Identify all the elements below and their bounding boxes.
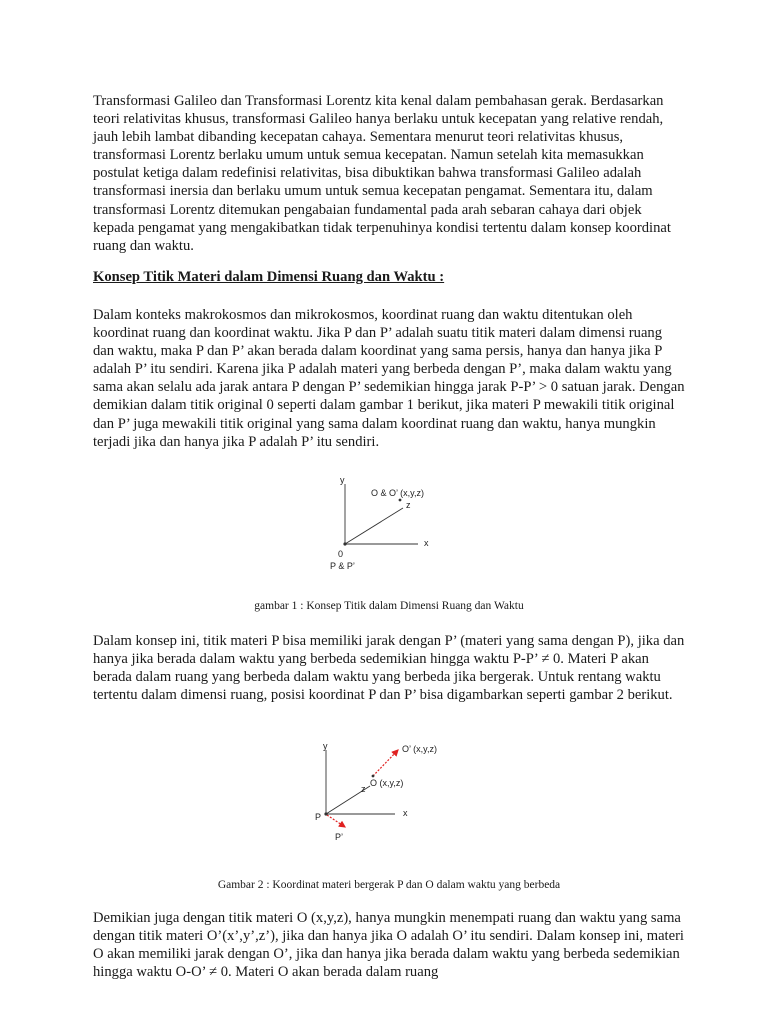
figure-1-label-origin: 0: [338, 549, 344, 559]
figure-2-label-o-prime: O’ (x,y,z): [402, 744, 437, 754]
figure-2-label-p: P: [315, 812, 322, 822]
figure-1-label-z: z: [406, 500, 411, 510]
figure-2-caption: Gambar 2 : Koordinat materi bergerak P dan O dalam waktu yang berbeda: [217, 879, 561, 891]
paragraph-moving-point: Dalam konsep ini, titik materi P bisa memiliki jarak dengan P’ (materi yang sama dengan P), jika dan hanya jika berada dalam waktu yang berbeda sedemikian hingga waktu P-P’ ≠ 0. Materi P akan berada dalam ruang yang berbeda dalam waktu yang berbeda jika bergerak. Untuk rentang waktu tertentu dalam dimensi ruang, posisi koordinat P dan P’ bisa digambarkan seperti gambar 2 berikut.: [93, 633, 685, 704]
figure-2-label-z: z: [361, 784, 366, 794]
figure-1-origin-dot: [343, 542, 346, 545]
figure-2-label-o: O (x,y,z): [370, 778, 404, 788]
section-heading: Konsep Titik Materi dalam Dimensi Ruang dan Waktu :: [93, 269, 445, 285]
figure-1-diagram: [318, 472, 458, 577]
figure-2-label-p-prime: P’: [335, 832, 344, 842]
paragraph-concept: Dalam konteks makrokosmos dan mikrokosmos, koordinat ruang dan waktu ditentukan oleh koordinat ruang dan koordinat waktu. Jika P dan P’ adalah suatu titik materi dalam dimensi ruang dan waktu, maka P dan P’ akan berada dalam koordinat yang sama persis, hanya dan hanya jika P adalah P’ itu sendiri. Karena jika P adalah materi yang berbeda dengan P’, maka dalam waktu yang sama akan selalu ada jarak antara P dengan P’ sedemikian hingga jarak P-P’ > 0 satuan jarak. Dengan demikian dalam titik original 0 seperti dalam gambar 1 berikut, jika materi P mewakili titik original dan P’ juga mewakili titik original yang sama dalam koordinat ruang dan waktu, hanya mungkin terjadi jika dan hanya jika P adalah P’ itu sendiri.: [93, 307, 685, 450]
figure-2-diagram: [315, 742, 465, 852]
figure-2-o-dot: [372, 775, 375, 778]
figure-1-caption: gambar 1 : Konsep Titik dalam Dimensi Ruang dan Waktu: [254, 600, 524, 612]
figure-1-label-y: y: [340, 475, 345, 485]
figure-2-origin-dot: [324, 812, 327, 815]
figure-2-arrow-o: [373, 750, 398, 776]
paragraph-intro: Transformasi Galileo dan Transformasi Lorentz kita kenal dalam pembahasan gerak. Berdasarkan teori relativitas khusus, transformasi Galileo hanya berlaku untuk kecepatan yang relative rendah, jauh lebih lambat dibanding kecepatan cahaya. Sementara menurut teori relativitas khusus, transformasi Lorentz berlaku umum untuk semua kecepatan. Namun setelah kita memasukkan postulat ketiga dalam redefinisi relativitas, bisa dibuktikan bahwa transformasi Galileo adalah transformasi inersia dan berlaku umum untuk semua kecepatan pengamat. Sementara itu, dalam transformasi Lorentz ditemukan pengabaian fundamental pada arah sebaran cahaya dari objek kepada pengamat yang mengakibatkan tidak terpenuhinya kondisi tertentu dalam konsep koordinat ruang dan waktu.: [93, 93, 671, 254]
figure-2-label-y: y: [323, 742, 328, 751]
figure-2-label-x: x: [403, 808, 408, 818]
figure-1-point-dot: [399, 499, 402, 502]
figure-1-z-axis: [345, 508, 403, 544]
paragraph-point-o: Demikian juga dengan titik materi O (x,y,z), hanya mungkin menempati ruang dan waktu yang sama dengan titik materi O’(x’,y’,z’), jika dan hanya jika O adalah O’ itu sendiri. Dalam konsep ini, materi O akan memiliki jarak dengan O’, jika dan hanya jika berada dalam waktu yang berbeda sedemikian hingga waktu O-O’ ≠ 0. Materi O akan berada dalam ruang: [93, 910, 684, 981]
figure-1-label-origin-points: P & P’: [330, 561, 355, 571]
figure-1-label-point: O & O’ (x,y,z): [371, 488, 424, 498]
figure-2-arrow-p: [327, 815, 345, 827]
figure-1-label-x: x: [424, 538, 429, 548]
